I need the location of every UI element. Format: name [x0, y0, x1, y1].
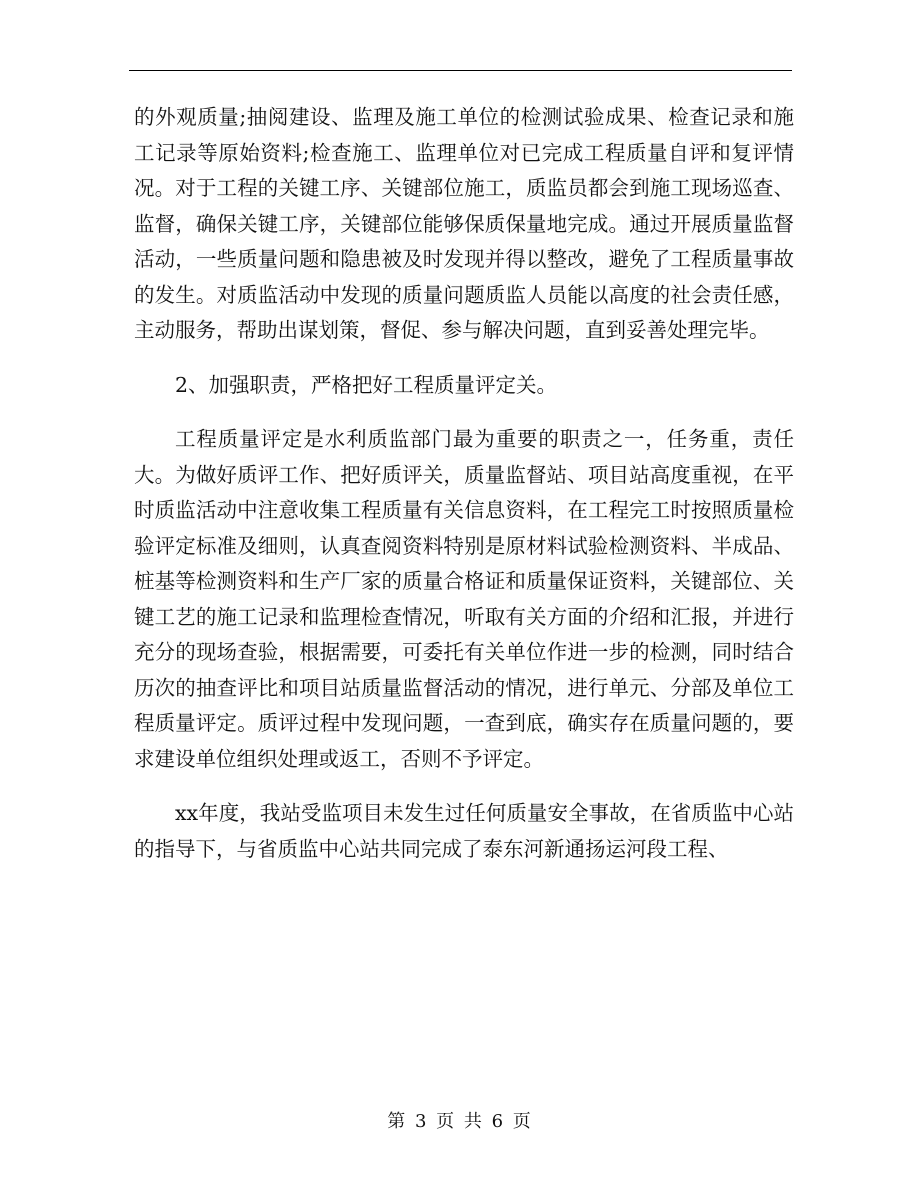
paragraph-quality-assessment: 工程质量评定是水利质监部门最为重要的职责之一，任务重，责任大。为做好质评工作、把好质评关，质量监督站、项目站高度重视，在平时质监活动中注意收集工程质量有关信息资料，在工程完工时按照质量检验评定标准及细则，认真查阅资料特别是原材料试验检测资料、半成品、桩基等检测资料和生产厂家的质量合格证和质量保证资料，关键部位、关键工艺的施工记录和监理检查情况，听取有关方面的介绍和汇报，并进行充分的现场查验，根据需要，可委托有关单位作进一步的检测，同时结合历次的抽查评比和项目站质量监督活动的情况，进行单元、分部及单位工程质量评定。质评过程中发现问题，一查到底，确实存在质量问题的，要求建设单位组织处理或返工，否则不予评定。 [134, 427, 794, 771]
page-number: 第 3 页 共 6 页 [387, 1111, 533, 1132]
header-rule [129, 70, 792, 71]
document-body [134, 100, 794, 867]
paragraph-annual-summary: xx年度，我站受监项目未发生过任何质量安全事故，在省质监中心站的指导下，与省质监中心站共同完成了泰东河新通扬运河段工程、 [134, 801, 794, 861]
section-heading-quality-assessment: 2、加强职责，严格把好工程质量评定关。 [175, 372, 558, 397]
paragraph-inspection-duties: 的外观质量;抽阅建设、监理及施工单位的检测试验成果、检查记录和施工记录等原始资料;检查施工、监理单位对已完成工程质量自评和复评情况。对于工程的关键工序、关键部位施工，质监员都会到施工现场巡查、监督，确保关键工序，关键部位能够保质保量地完成。通过开展质量监督活动，一些质量问题和隐患被及时发现并得以整改，避免了工程质量事故的发生。对质监活动中发现的质量问题质监人员能以高度的社会责任感，主动服务，帮助出谋划策，督促、参与解决问题，直到妥善处理完毕。 [134, 105, 794, 342]
